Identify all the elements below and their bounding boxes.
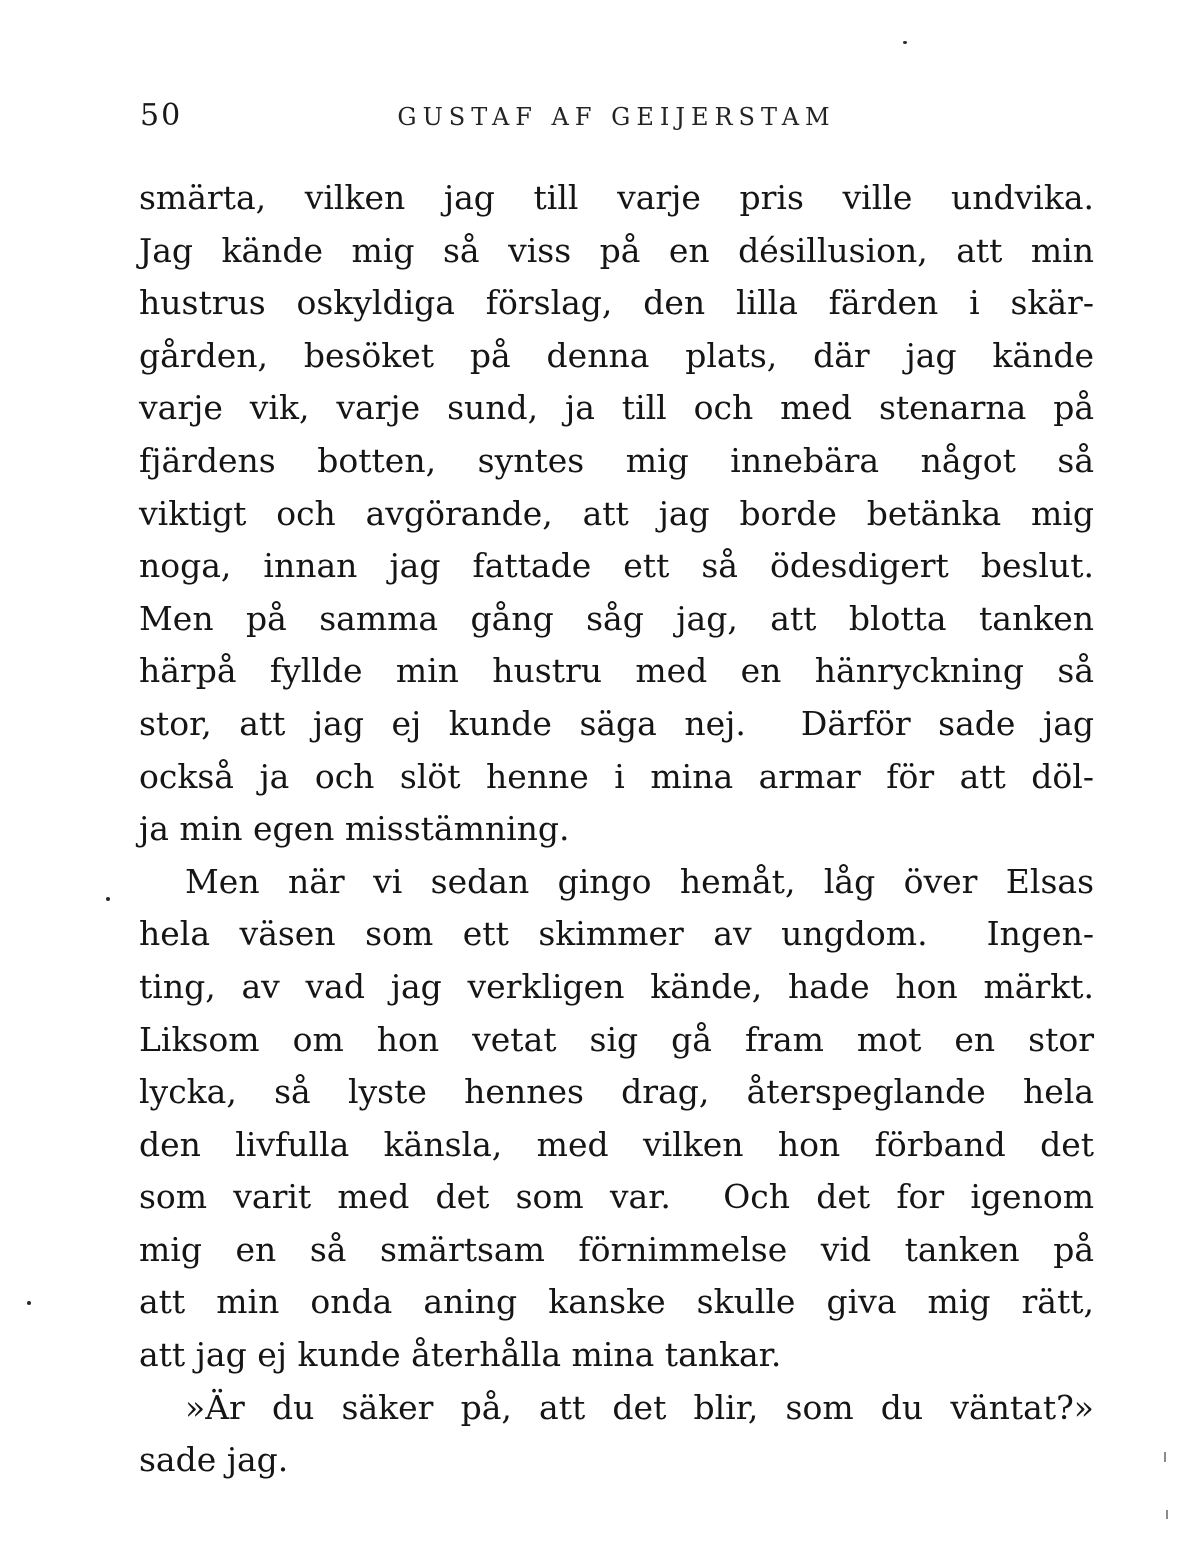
text-line: noga, innan jag fattade ett så ödesdigert beslut. <box>139 546 1094 586</box>
text-line: att jag ej kunde återhålla mina tankar. <box>139 1335 782 1375</box>
text-line: stor, att jag ej kunde säga nej. Därför sade jag <box>139 703 1094 743</box>
text-line: också ja och slöt henne i mina armar för att döl- <box>139 756 1094 796</box>
text-line: att min onda aning kanske skulle giva mig rätt, <box>139 1282 1094 1322</box>
text-line: lycka, så lyste hennes drag, återspeglande hela <box>139 1072 1094 1112</box>
scan-edge-mark <box>1166 1510 1168 1519</box>
text-line: fjärdens botten, syntes mig innebära något så <box>139 440 1094 480</box>
text-line: ting, av vad jag verkligen kände, hade hon märkt. <box>139 966 1094 1006</box>
text-line: som varit med det som var. Och det for igenom <box>139 1177 1094 1217</box>
page-body-text <box>139 172 1094 1487</box>
text-line: »Är du säker på, att det blir, som du väntat?» <box>185 1387 1094 1427</box>
text-line: viktigt och avgörande, att jag borde betänka mig <box>139 493 1094 533</box>
text-line: Men på samma gång såg jag, att blotta tanken <box>139 598 1094 638</box>
text-line: sade jag. <box>139 1440 289 1480</box>
text-line: härpå fyllde min hustru med en hänryckning så <box>139 651 1094 691</box>
text-line: den livfulla känsla, med vilken hon förband det <box>139 1124 1094 1164</box>
text-line: Jag kände mig så viss på en désillusion, att min <box>139 230 1094 270</box>
scan-edge-mark <box>1164 1452 1166 1462</box>
scan-speck <box>106 897 110 901</box>
text-line: Liksom om hon vetat sig gå fram mot en stor <box>139 1019 1094 1059</box>
scan-speck <box>27 1301 31 1305</box>
text-line: mig en så smärtsam förnimmelse vid tanken på <box>139 1229 1094 1269</box>
text-line: smärta, vilken jag till varje pris ville undvika. <box>139 178 1094 217</box>
running-header: GUSTAF AF GEIJERSTAM <box>397 103 836 131</box>
text-line: ja min egen misstämning. <box>139 809 570 849</box>
text-line: Men när vi sedan gingo hemåt, låg över Elsas <box>185 861 1094 901</box>
text-line: hela väsen som ett skimmer av ungdom. Ingen- <box>139 914 1094 954</box>
page-number: 50 <box>140 98 183 133</box>
text-line: gården, besöket på denna plats, där jag kände <box>139 335 1094 375</box>
text-line: hustrus oskyldiga förslag, den lilla färden i skär- <box>139 283 1094 323</box>
scan-speck <box>903 41 907 44</box>
text-line: varje vik, varje sund, ja till och med stenarna på <box>139 388 1094 428</box>
